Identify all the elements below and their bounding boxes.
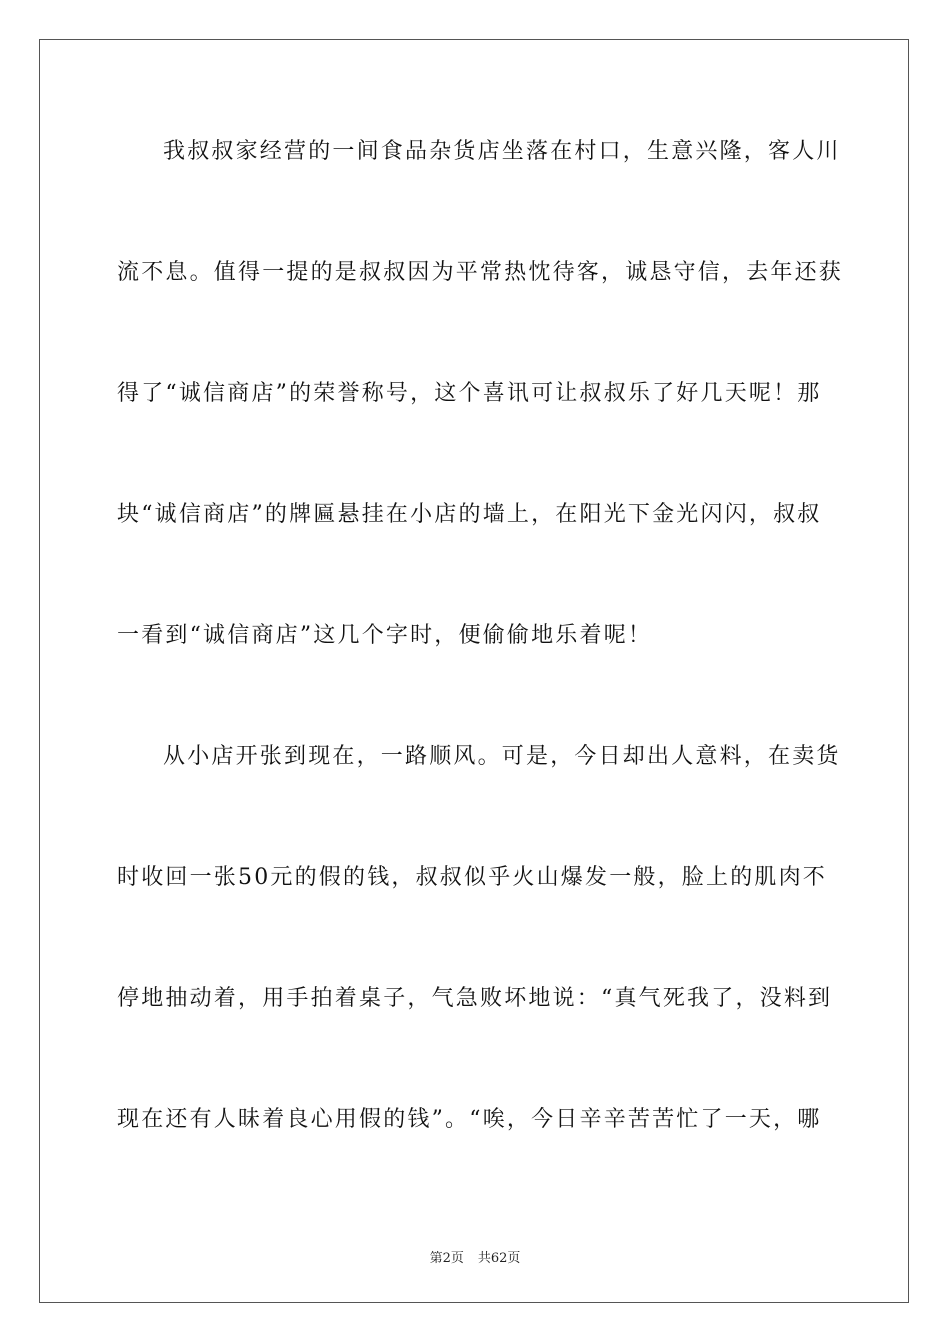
- page-number: 第2页: [429, 1251, 464, 1266]
- paragraph-2-line-3: 停地抽动着，用手拍着桌子，气急败坏地说：“真气死我了，没料到: [117, 986, 833, 1011]
- paragraph-1-line-2: 流不息。值得一提的是叔叔因为平常热忱待客，诚恳守信，去年还获: [117, 260, 844, 285]
- paragraph-1-line-1: 我叔叔家经营的一间食品杂货店坐落在村口，生意兴隆，客人川: [163, 139, 841, 164]
- paragraph-2-line-1: 从小店开张到现在，一路顺风。可是，今日却出人意料，在卖货: [163, 744, 841, 769]
- paragraph-2-line-2: 时收回一张50元的假的钱，叔叔似乎火山爆发一般，脸上的肌肉不: [117, 865, 827, 890]
- page-total: 共62页: [477, 1251, 521, 1266]
- page-footer: [0, 1247, 950, 1266]
- paragraph-1-line-3: 得了“诚信商店”的荣誉称号，这个喜讯可让叔叔乐了好几天呢！那: [117, 381, 822, 406]
- paragraph-1-line-5: 一看到“诚信商店”这几个字时，便偷偷地乐着呢！: [117, 623, 653, 648]
- paragraph-2-line-4: 现在还有人昧着良心用假的钱”。“唉，今日辛辛苦苦忙了一天，哪: [117, 1107, 822, 1132]
- paragraph-1-line-4: 块“诚信商店”的牌匾悬挂在小店的墙上，在阳光下金光闪闪，叔叔: [117, 502, 822, 527]
